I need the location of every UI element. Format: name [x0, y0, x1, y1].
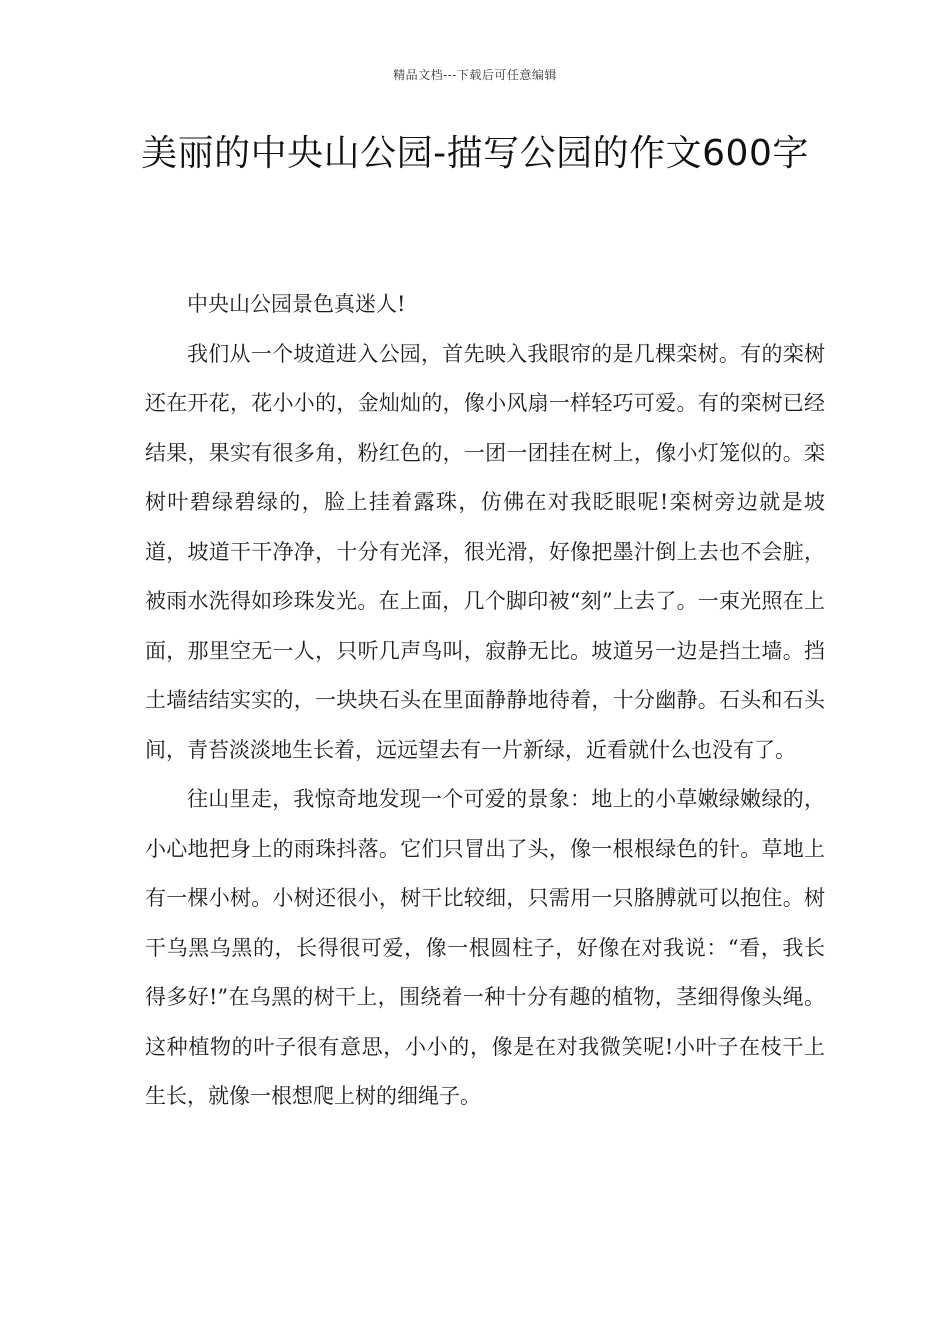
document-title: 美丽的中央山公园-描写公园的作文600字 — [141, 133, 809, 174]
paragraph-1: 中央山公园景色真迷人! — [187, 292, 406, 316]
paragraph-3: 往山里走，我惊奇地发现一个可爱的景象：地上的小草嫩绿嫩绿的，小心地把身上的雨珠抖落。它们只冒出了头，像一根根绿色的针。草地上有一棵小树。小树还很小，树干比较细，只需用一只胳膊就可以抱住。树干乌黑乌黑的，长得很可爱，像一根圆柱子，好像在对我说：“看，我长得多好!”在乌黑的树干上，围绕着一种十分有趣的植物，茎细得像头绳。这种植物的叶子很有意思，小小的，像是在对我微笑呢!小叶子在枝干上生长，就像一根想爬上树的细绳子。 — [145, 787, 825, 1108]
header-note: 精品文档---下载后可任意编辑 — [393, 68, 557, 82]
paragraph-2: 我们从一个坡道进入公园，首先映入我眼帘的是几棵栾树。有的栾树还在开花，花小小的，金灿灿的，像小风扇一样轻巧可爱。有的栾树已经结果，果实有很多角，粉红色的，一团一团挂在树上，像小灯笼似的。栾树叶碧绿碧绿的，脸上挂着露珠，仿佛在对我眨眼呢!栾树旁边就是坡道，坡道干干净净，十分有光泽，很光滑，好像把墨汁倒上去也不会脏，被雨水洗得如珍珠发光。在上面，几个脚印被“刻”上去了。一束光照在上面，那里空无一人，只听几声鸟叫，寂静无比。坡道另一边是挡土墙。挡土墙结结实实的，一块块石头在里面静静地待着，十分幽静。石头和石头间，青苔淡淡地生长着，远远望去有一片新绿，近看就什么也没有了。 — [145, 341, 825, 762]
document-body — [145, 280, 825, 1122]
